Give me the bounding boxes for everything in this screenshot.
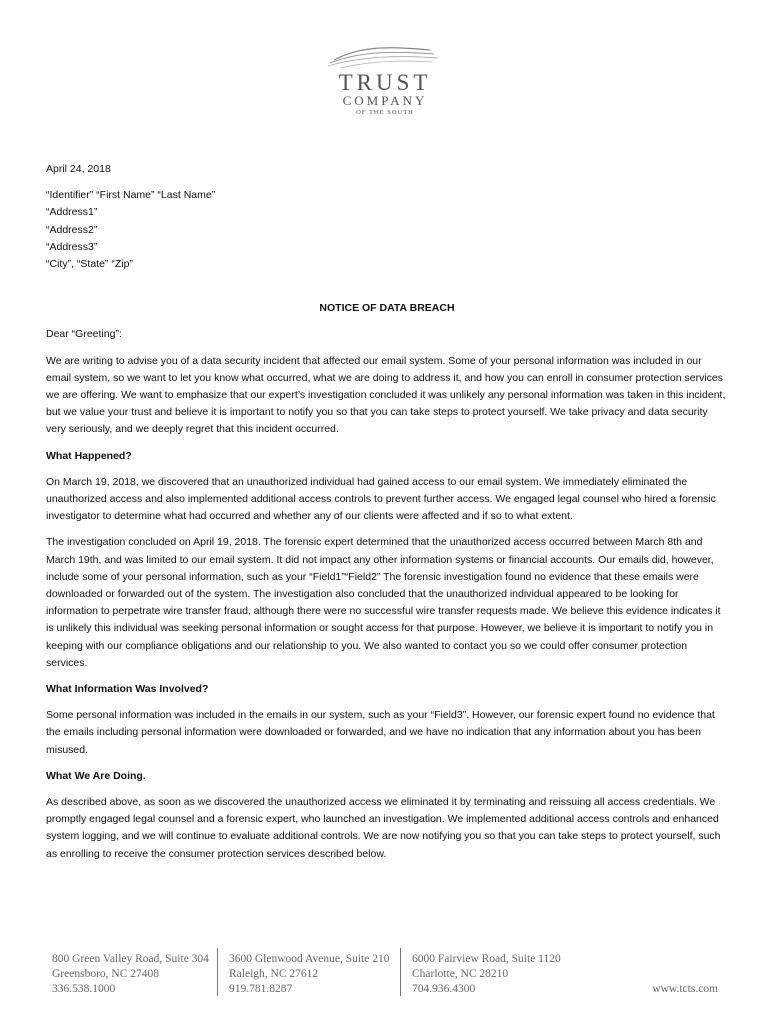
notice-title: NOTICE OF DATA BREACH <box>319 302 455 315</box>
address-line: “Address3” <box>46 240 98 253</box>
footer-divider <box>217 948 218 996</box>
office-street: 6000 Fairview Road, Suite 1120 <box>412 953 561 965</box>
letter-body <box>46 161 728 872</box>
intro-paragraph: We are writing to advise you of a data security incident that affected our email system. Some of your personal information was included in our email system, so we want to let you know what occurred, what we are doing to address it, and how you can enroll in consumer protection services we are offering. We want to emphasize that our expert’s investigation concluded it was unlikely any personal information was taken in this incident, but we value your trust and believe it is important to notify you so that you can take steps to protect yourself. We take privacy and data security very seriously, and we deeply regret that this incident occurred. <box>46 354 726 436</box>
what-happened-paragraph-2: The investigation concluded on April 19, 2018. The forensic expert determined that the unauthorized access occurred between March 8th and March 19th, and was limited to our email system. It did not impact any other information systems or financial accounts. Our emails did, however, include some of your personal information, such as your “Field1”“Field2” The forensic investigation found no evidence that these emails were downloaded or forwarded out of the system. The investigation also concluded that the unauthorized individual appeared to be looking for information to perpetrate wire transfer fraud, although there were no successful wire transfer requests made. We believe this evidence indicates it is unlikely this individual was seeking personal information or sought access for that purpose. However, we believe it is important to notify you in keeping with our compliance obligations and our relationship to you. We also wanted to contact you so we could offer consumer protection services. <box>46 536 721 669</box>
office-phone: 704.936.4300 <box>412 983 476 995</box>
logo-text-trust: TRUST <box>338 70 432 95</box>
what-happened-paragraph-1: On March 19, 2018, we discovered that an unauthorized individual had gained access to our email system. We immediately eliminated the unauthorized access and also implemented additional access controls to prevent further access. We engaged legal counsel who hired a forensic investigator to determine what had occurred and whether any of our clients were affected and if so to what extent. <box>46 475 716 523</box>
information-involved-paragraph: Some personal information was included in the emails in our system, such as your “Field3”. However, our forensic expert found no evidence that the emails including personal information were downloaded or forwarded, and we have no indication that any information about you has been misused. <box>46 709 715 756</box>
company-website: www.tcts.com <box>652 983 718 995</box>
office-charlotte <box>412 952 561 997</box>
wave-logo-icon <box>320 44 450 70</box>
what-we-are-doing-paragraph: As described above, as soon as we discovered the unauthorized access we eliminated it by terminating and reissuing all access credentials. We promptly engaged legal counsel and a forensic expert, who launched an investigation. We implemented additional access controls and enhanced system logging, and we will continue to evaluate additional controls. We are now notifying you so that you can take steps to protect yourself, such as enrolling to receive the consumer protection services described below. <box>46 796 721 860</box>
section-heading-information-involved: What Information Was Involved? <box>46 683 209 695</box>
address-line: “City”, “State” “Zip” <box>46 257 133 270</box>
office-city: Raleigh, NC 27612 <box>229 968 319 980</box>
logo-text-of-the-south: OF THE SOUTH <box>356 109 414 116</box>
address-line: “Identifier” “First Name” “Last Name” <box>46 189 216 202</box>
office-street: 3600 Glenwood Avenue, Suite 210 <box>229 953 390 965</box>
greeting: Dear “Greeting”: <box>46 328 122 341</box>
letter-date: April 24, 2018 <box>46 163 111 175</box>
office-phone: 336.538.1000 <box>52 983 116 995</box>
section-heading-what-happened: What Happened? <box>46 449 132 462</box>
office-street: 800 Green Valley Road, Suite 304 <box>52 953 209 965</box>
office-raleigh <box>229 952 389 997</box>
office-greensboro <box>52 952 209 997</box>
logo-text-company: COMPANY <box>342 93 428 108</box>
office-city: Charlotte, NC 28210 <box>412 968 509 980</box>
company-logo <box>320 44 450 117</box>
address-line: “Address1” <box>46 206 98 219</box>
footer-divider <box>400 948 401 996</box>
office-city: Greensboro, NC 27408 <box>52 968 159 980</box>
letterhead-footer <box>46 948 728 998</box>
office-phone: 919.781.8287 <box>229 983 293 995</box>
recipient-address <box>46 187 728 273</box>
section-heading-what-we-are-doing: What We Are Doing. <box>46 769 146 782</box>
address-line: “Address2” <box>46 223 98 236</box>
